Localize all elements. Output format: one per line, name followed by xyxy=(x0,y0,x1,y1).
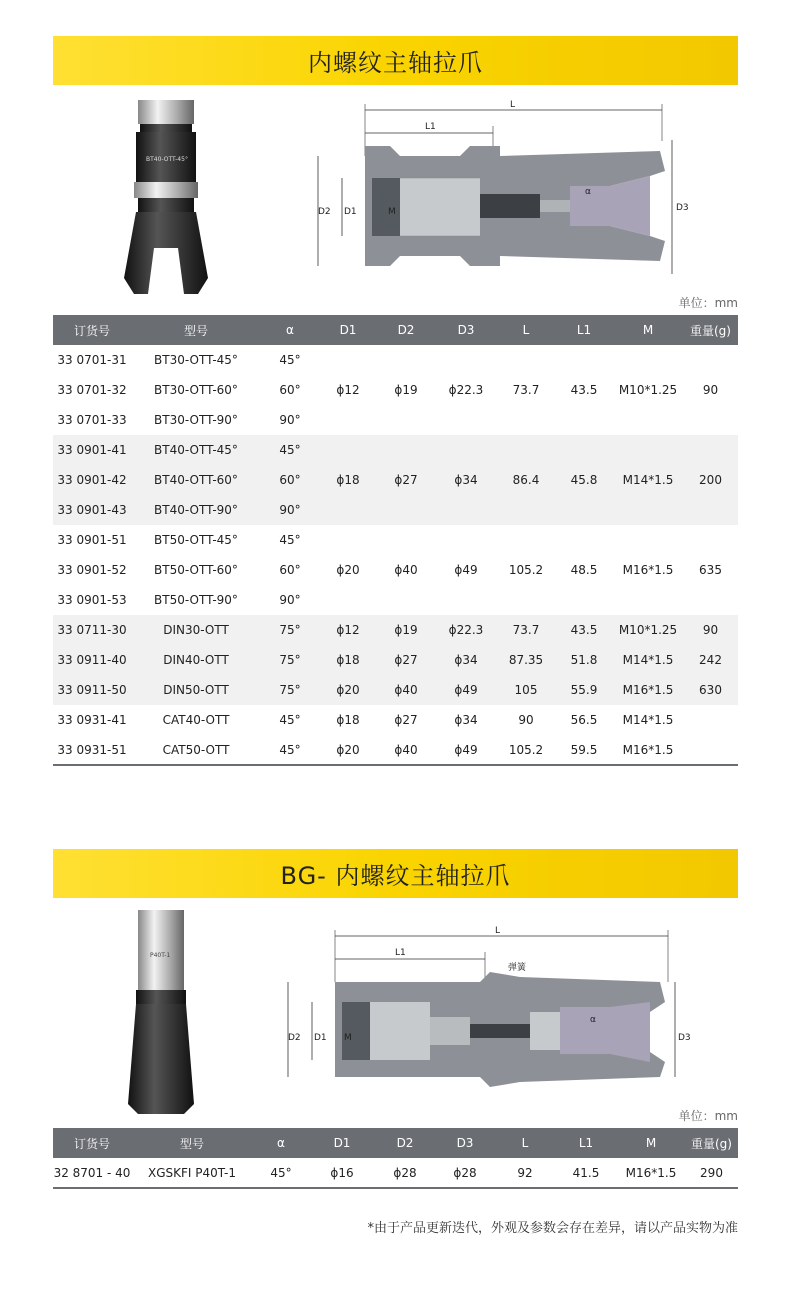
table-cell: BT40-OTT-45° xyxy=(131,435,261,465)
table-cell: 33 0901-43 xyxy=(53,495,131,525)
table-cell: 90° xyxy=(279,413,301,427)
table-cell: 86.4 xyxy=(497,435,555,525)
dim-alpha: α xyxy=(590,1015,596,1025)
table-cell: ϕ34 xyxy=(435,645,497,675)
table-row xyxy=(53,1158,738,1188)
col-header: L xyxy=(497,315,555,345)
table-cell: BT40-OTT-90° xyxy=(131,495,261,525)
col-header: α xyxy=(253,1128,309,1158)
table-cell xyxy=(683,705,738,735)
table-cell: 290 xyxy=(700,1165,723,1180)
table-cell: 45.8 xyxy=(555,435,613,525)
table-cell: 33 0901-42 xyxy=(53,465,131,495)
table-cell: 45° xyxy=(279,353,301,367)
col-header: L1 xyxy=(555,1128,617,1158)
table-cell: ϕ19 xyxy=(394,383,418,397)
table-cell: ϕ18 xyxy=(336,713,360,727)
table-cell: M16*1.5 xyxy=(625,1165,677,1180)
table-cell: M14*1.5 xyxy=(613,645,683,675)
table-cell: M10*1.25 xyxy=(618,383,678,397)
table-cell: 33 0931-51 xyxy=(57,742,127,757)
table-row xyxy=(53,705,738,735)
table-cell: 630 xyxy=(683,675,738,705)
table-cell: BT30-OTT-60° xyxy=(154,383,238,397)
table-cell: 41.5 xyxy=(572,1165,600,1180)
table-cell: 90 xyxy=(683,615,738,645)
dim-D3: D3 xyxy=(676,203,689,213)
table-cell: 45° xyxy=(279,742,301,757)
table-cell: 33 0701-31 xyxy=(57,353,127,367)
dim-spring: 弹簧 xyxy=(508,963,527,973)
table-header-row xyxy=(53,1128,738,1158)
col-header: L xyxy=(495,1128,555,1158)
table-cell: 75° xyxy=(261,645,319,675)
col-header: L1 xyxy=(555,315,613,345)
table-cell: ϕ19 xyxy=(377,615,435,645)
table-cell: ϕ18 xyxy=(319,435,377,525)
table-cell: 45° xyxy=(279,713,301,727)
dim-alpha: α xyxy=(585,187,591,197)
table-cell: 33 0901-41 xyxy=(53,435,131,465)
technical-drawing-1 xyxy=(310,96,710,286)
col-header: D2 xyxy=(375,1128,435,1158)
section2-title: BG- 内螺纹主轴拉爪 xyxy=(280,862,511,890)
table-cell: 59.5 xyxy=(570,742,598,757)
table-cell: 48.5 xyxy=(570,563,598,577)
table-cell: BT40-OTT-60° xyxy=(131,465,261,495)
table-cell: ϕ20 xyxy=(319,675,377,705)
table-header-row xyxy=(53,315,738,345)
table-row xyxy=(53,525,738,555)
table-cell: ϕ40 xyxy=(394,742,418,757)
table-cell: ϕ12 xyxy=(319,615,377,645)
col-header: D1 xyxy=(319,315,377,345)
table-cell: ϕ49 xyxy=(454,563,478,577)
product-photo-label: BT40-OTT-45° xyxy=(146,156,188,163)
table-row xyxy=(53,645,738,675)
table-row xyxy=(53,435,738,465)
table-cell: 33 0901-51 xyxy=(57,533,127,547)
col-header: M xyxy=(613,315,683,345)
col-header: D1 xyxy=(309,1128,375,1158)
table-cell: 33 0901-52 xyxy=(57,563,127,577)
dim-D2: D2 xyxy=(288,1033,301,1043)
table-cell: ϕ27 xyxy=(377,435,435,525)
dim-M: M xyxy=(388,207,396,217)
section2-spec-table xyxy=(53,1128,738,1189)
table-cell: BT50-OTT-60° xyxy=(154,563,238,577)
table-cell: ϕ40 xyxy=(377,675,435,705)
table-cell: ϕ49 xyxy=(454,742,478,757)
table-cell: 105 xyxy=(497,675,555,705)
product-photo-bt40 xyxy=(118,98,214,304)
dim-D1: D1 xyxy=(314,1033,327,1043)
table-cell: ϕ16 xyxy=(330,1165,354,1180)
product-photo-label: P40T-1 xyxy=(150,952,171,959)
table-row xyxy=(53,735,738,765)
table-cell: 90° xyxy=(261,495,319,525)
table-cell: 60° xyxy=(279,383,301,397)
section2-unit-label: 单位：mm xyxy=(678,1109,738,1123)
table-cell: ϕ20 xyxy=(336,563,360,577)
section1-spec-table xyxy=(53,315,738,766)
table-cell: 33 0711-30 xyxy=(53,615,131,645)
table-cell: DIN50-OTT xyxy=(131,675,261,705)
table-cell: 33 0701-32 xyxy=(57,383,127,397)
col-header: D3 xyxy=(435,315,497,345)
table-cell: 90 xyxy=(702,383,719,397)
col-header: 重量(g) xyxy=(683,315,738,345)
table-cell: 45° xyxy=(261,435,319,465)
table-cell: 56.5 xyxy=(570,713,598,727)
table-row xyxy=(53,615,738,645)
table-cell: XGSKFI P40T-1 xyxy=(148,1165,236,1180)
dim-D1: D1 xyxy=(344,207,357,217)
table-cell: ϕ34 xyxy=(435,435,497,525)
table-cell: 55.9 xyxy=(555,675,613,705)
col-header: D3 xyxy=(435,1128,495,1158)
table-cell: CAT50-OTT xyxy=(162,742,230,757)
section1-unit-label: 单位：mm xyxy=(678,296,738,310)
table-cell: 33 0701-33 xyxy=(57,413,127,427)
table-cell: 33 0911-50 xyxy=(53,675,131,705)
col-header: 订货号 xyxy=(53,315,131,345)
col-header: 重量(g) xyxy=(685,1128,738,1158)
table-cell: 75° xyxy=(261,615,319,645)
dim-D3: D3 xyxy=(678,1033,691,1043)
dim-L: L xyxy=(510,100,516,110)
table-cell: DIN30-OTT xyxy=(131,615,261,645)
technical-drawing-2 xyxy=(280,922,700,1092)
col-header: D2 xyxy=(377,315,435,345)
table-cell: M16*1.5 xyxy=(622,742,674,757)
table-cell: 242 xyxy=(683,645,738,675)
table-cell: ϕ49 xyxy=(435,675,497,705)
table-cell: 33 0901-53 xyxy=(57,593,127,607)
table-cell: 45° xyxy=(279,533,301,547)
product-photo-p40t xyxy=(124,908,200,1118)
table-cell: 105.2 xyxy=(508,742,544,757)
section1-title: 内螺纹主轴拉爪 xyxy=(308,49,483,77)
table-cell: 33 0911-40 xyxy=(53,645,131,675)
table-cell: ϕ28 xyxy=(393,1165,417,1180)
table-cell: M14*1.5 xyxy=(613,435,683,525)
table-cell: 45° xyxy=(270,1165,292,1180)
dim-L1: L1 xyxy=(395,948,406,958)
table-cell: M10*1.25 xyxy=(613,615,683,645)
table-cell: ϕ12 xyxy=(336,383,360,397)
col-header: 订货号 xyxy=(53,1128,131,1158)
table-cell: 75° xyxy=(261,675,319,705)
table-cell: 33 0931-41 xyxy=(57,713,127,727)
table-cell: BT30-OTT-45° xyxy=(154,353,238,367)
table-cell: 73.7 xyxy=(497,615,555,645)
table-cell: CAT40-OTT xyxy=(162,713,230,727)
table-cell: ϕ28 xyxy=(453,1165,477,1180)
table-cell: 635 xyxy=(699,563,722,577)
table-cell: 92 xyxy=(517,1165,533,1180)
table-cell: BT50-OTT-45° xyxy=(154,533,238,547)
table-cell: ϕ40 xyxy=(394,563,418,577)
table-cell: 43.5 xyxy=(570,383,598,397)
table-cell: BT50-OTT-90° xyxy=(154,593,238,607)
footnote: *由于产品更新迭代，外观及参数会存在差异，请以产品实物为准 xyxy=(367,1221,738,1236)
table-cell: ϕ34 xyxy=(454,713,478,727)
table-cell: 90 xyxy=(518,713,534,727)
table-cell: 200 xyxy=(683,435,738,525)
table-cell: 43.5 xyxy=(555,615,613,645)
dim-L1: L1 xyxy=(425,122,436,132)
table-cell: ϕ18 xyxy=(319,645,377,675)
table-cell: 105.2 xyxy=(508,563,544,577)
col-header: M xyxy=(617,1128,685,1158)
table-cell: 73.7 xyxy=(512,383,540,397)
table-cell: ϕ20 xyxy=(336,742,360,757)
table-row xyxy=(53,345,738,375)
table-cell: DIN40-OTT xyxy=(131,645,261,675)
table-cell: 60° xyxy=(279,563,301,577)
table-cell: 32 8701 - 40 xyxy=(53,1165,131,1180)
table-cell: M14*1.5 xyxy=(622,713,674,727)
col-header: 型号 xyxy=(131,315,261,345)
col-header: α xyxy=(261,315,319,345)
table-cell: M16*1.5 xyxy=(613,675,683,705)
table-cell xyxy=(683,735,738,765)
table-cell: M16*1.5 xyxy=(622,563,674,577)
dim-M: M xyxy=(344,1033,352,1043)
table-cell: ϕ22.3 xyxy=(448,383,484,397)
table-cell: 87.35 xyxy=(497,645,555,675)
dim-D2: D2 xyxy=(318,207,331,217)
section2-title-banner xyxy=(53,849,738,898)
table-cell: BT30-OTT-90° xyxy=(154,413,238,427)
col-header: 型号 xyxy=(131,1128,253,1158)
section1-title-banner xyxy=(53,36,738,85)
table-cell: 51.8 xyxy=(555,645,613,675)
table-cell: 90° xyxy=(279,593,301,607)
table-row xyxy=(53,675,738,705)
table-cell: ϕ27 xyxy=(377,645,435,675)
dim-L: L xyxy=(495,926,501,936)
table-cell: ϕ27 xyxy=(394,713,418,727)
table-cell: 60° xyxy=(261,465,319,495)
table-cell: ϕ22.3 xyxy=(435,615,497,645)
